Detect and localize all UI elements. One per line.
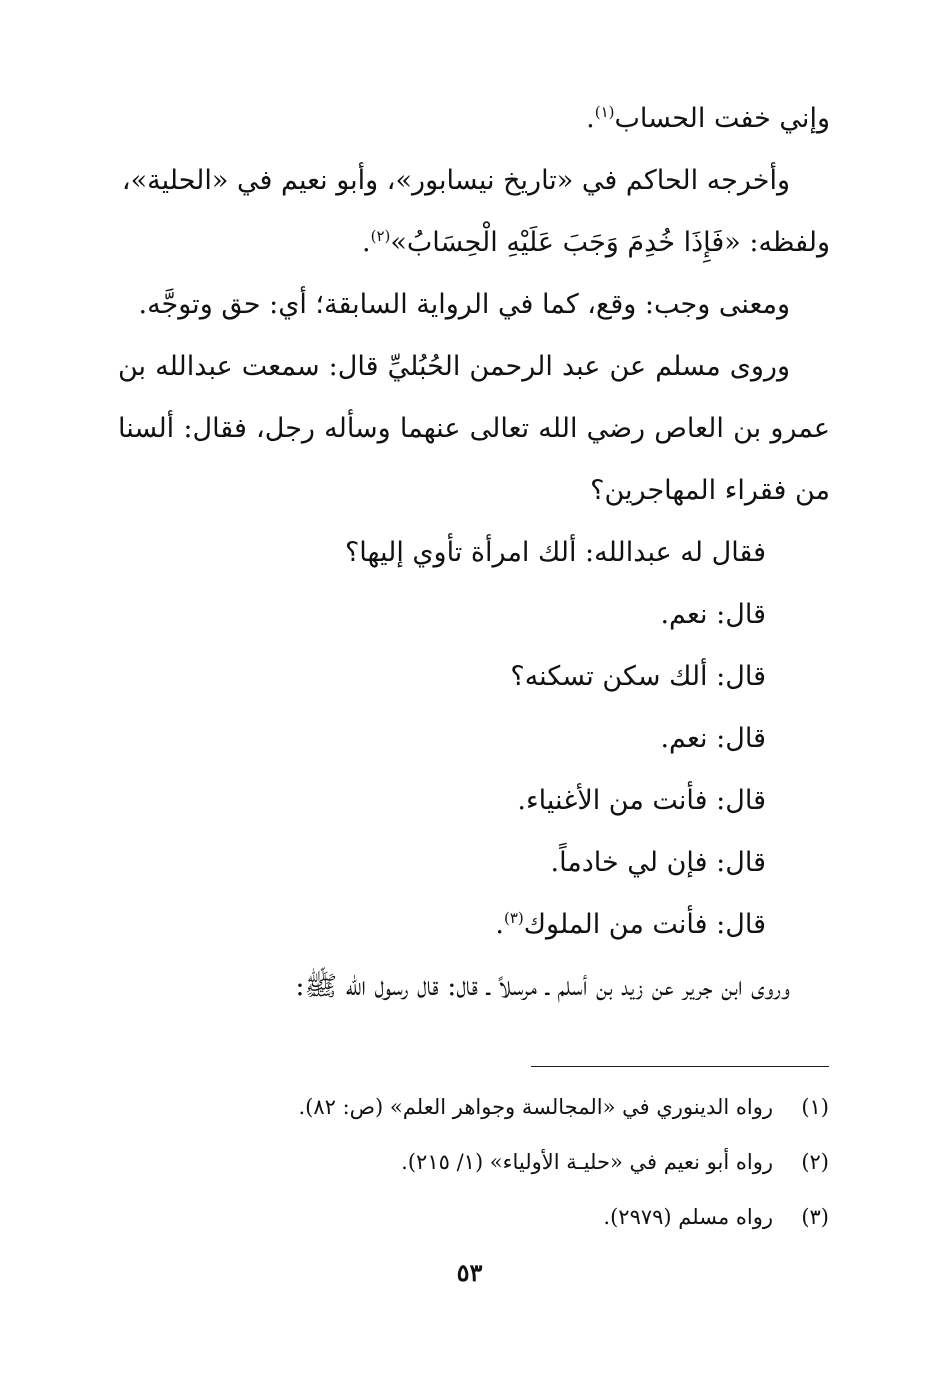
paragraph-4: وروى مسلم عن عبد الرحمن الحُبُليِّ قال: سمعت عبدالله بن عمرو بن العاص رضي الله تعالى عنهما وسأله رجل، فقال: ألسنا من فقراء المهاجرين؟ bbox=[118, 351, 830, 506]
footnotes bbox=[129, 1080, 829, 1245]
paragraph-1-text: وإني خفت الحساب bbox=[614, 103, 830, 134]
paragraph-1 bbox=[118, 88, 830, 150]
paragraph-2 bbox=[118, 150, 830, 274]
paragraph-2-line-2: ولفظه: «فَإِذَا خُدِمَ وَجَبَ عَلَيْهِ الْحِسَابُ» bbox=[390, 227, 830, 258]
footnote-number: (١) bbox=[801, 1095, 829, 1119]
footnote-ref-3: (٣) bbox=[503, 909, 524, 927]
dialogue-line-7-end: . bbox=[495, 909, 504, 940]
paragraph-5: وروى ابن جرير عن زيد بن أسلم ـ مرسلاً ـ قال: قال رسول الله ﷺ: bbox=[295, 971, 790, 1002]
footnote-number: (٢) bbox=[801, 1150, 829, 1174]
dialogue-line-3: قال: ألك سكن تسكنه؟ bbox=[510, 661, 766, 692]
paragraph-1-end: . bbox=[586, 103, 595, 134]
footnote-number: (٣) bbox=[801, 1205, 829, 1229]
dialogue-line-6: قال: فإن لي خادماً. bbox=[550, 847, 766, 878]
dialogue-line-2: قال: نعم. bbox=[660, 599, 766, 630]
dialogue-line-7 bbox=[118, 894, 830, 956]
dialogue-line-4: قال: نعم. bbox=[660, 723, 766, 754]
dialogue-line-1: فقال له عبدالله: ألك امرأة تأوي إليها؟ bbox=[344, 537, 766, 568]
footnote-text: رواه مسلم (٢٩٧٩). bbox=[603, 1205, 773, 1229]
dialogue-line-5: قال: فأنت من الأغنياء. bbox=[517, 785, 766, 816]
footnote-ref-2: (٢) bbox=[370, 227, 391, 245]
footnote-3 bbox=[129, 1190, 829, 1245]
footnote-divider bbox=[531, 1066, 829, 1067]
paragraph-2-end: . bbox=[361, 227, 371, 258]
dialogue-line-7-text: قال: فأنت من الملوك bbox=[523, 909, 766, 940]
footnote-text: رواه أبو نعيم في «حليـة الأولياء» (١/ ٢١٥). bbox=[401, 1150, 773, 1174]
page-number: ٥٣ bbox=[456, 1258, 483, 1287]
paragraph-3: ومعنى وجب: وقع، كما في الرواية السابقة؛ أي: حق وتوجَّه. bbox=[138, 289, 790, 320]
footnote-2 bbox=[129, 1135, 829, 1190]
footnote-ref-1: (١) bbox=[594, 103, 615, 121]
footnote-1 bbox=[129, 1080, 829, 1135]
main-text bbox=[118, 88, 830, 1018]
footnote-text: رواه الدينوري في «المجالسة وجواهر العلم» (ص: ٨٢). bbox=[298, 1095, 773, 1119]
paragraph-2-line-1: وأخرجه الحاكم في «تاريخ نيسابور»، وأبو نعيم في «الحلية»، bbox=[121, 165, 790, 196]
